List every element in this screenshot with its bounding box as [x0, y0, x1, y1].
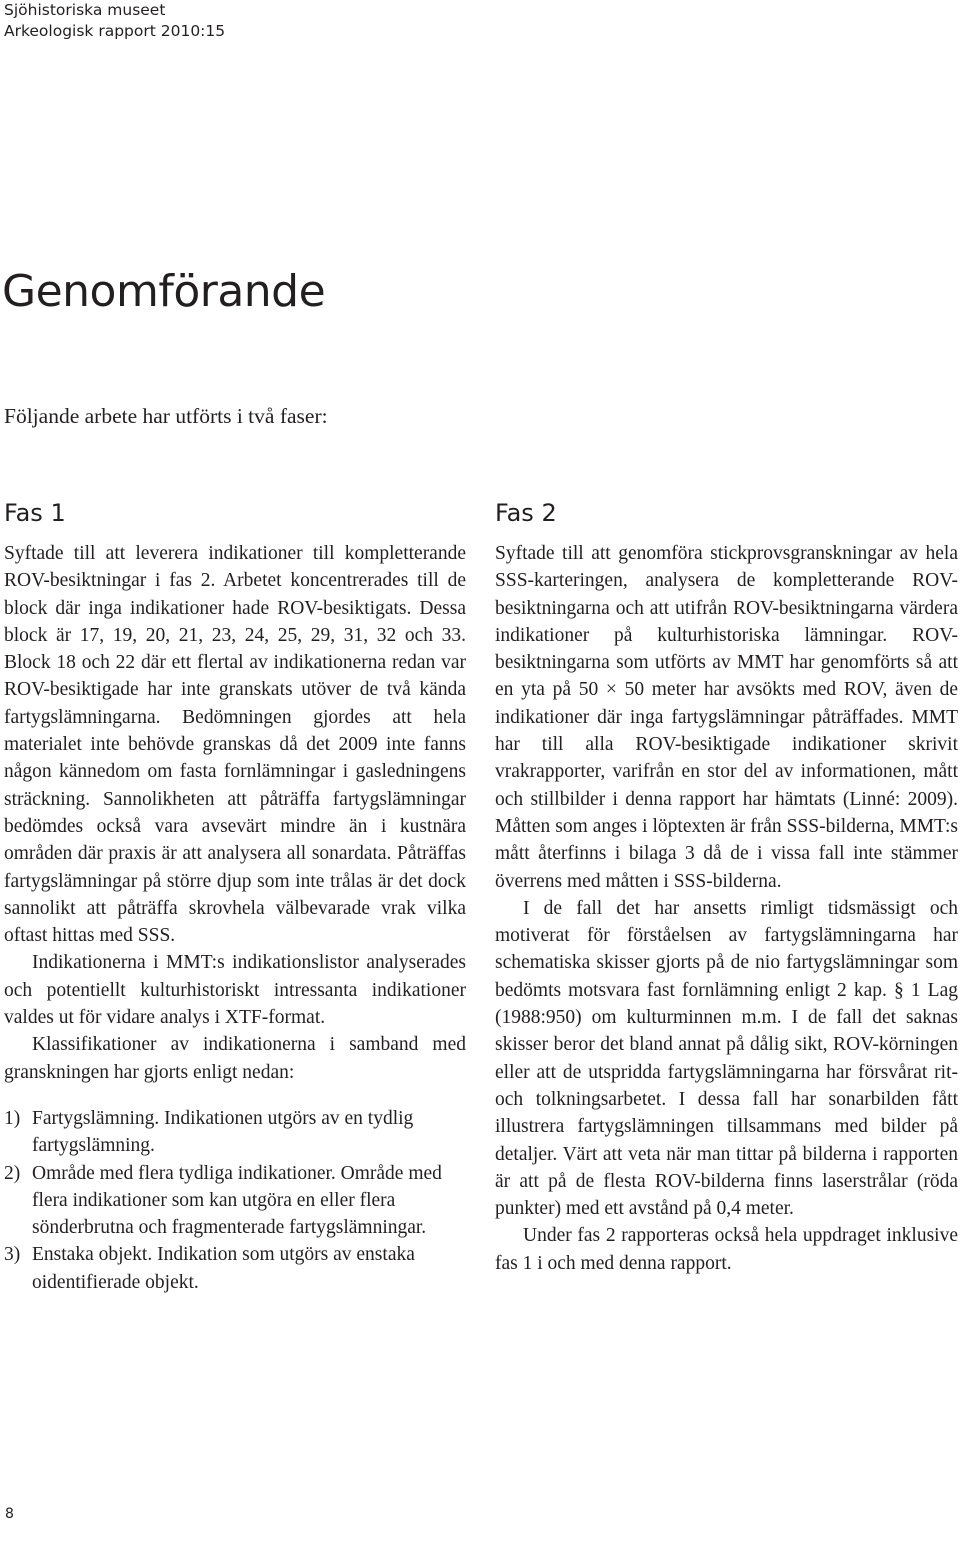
fas1-heading: Fas 1 [4, 499, 66, 527]
list-item-number: 1) [4, 1107, 21, 1129]
fas1-paragraph-1: Syftade till att leverera indikationer till kompletterande ROV-besiktningar i fas 2. Arbetet koncentrerades till de block där inga indikationer hade ROV-besiktigats. Dessa block är 17, 19, 20, 21, 23, 24, 25, 29, 31, 32 och 33. Block 18 och 22 där ett flertal av indikationerna redan var ROV-besiktigade har inte granskats utöver de två kända fartygslämningarna. Bedömningen gjordes att hela materialet inte behövde granskas då det 2009 inte fanns någon kännedom om fasta fornlämningar i gasledningens sträckning. Sannolikheten att påträffa fartygslämningar bedömdes också vara avsevärt mindre än i kustnära områden där praxis är att analysera all sonardata. Påträffas fartygslämningar på större djup som inte trålas är det dock sannolikt att påträffa skrovhela välbevarade vrak vilka oftast hittas med SSS. [4, 543, 466, 947]
page-title: Genomförande [2, 266, 326, 317]
fas2-column [495, 496, 958, 1277]
fas2-paragraph-3: Under fas 2 rapporteras också hela uppdraget inklusive fas 1 i och med denna rapport. [495, 1225, 958, 1274]
list-item-text: Enstaka objekt. Indikation som utgörs av enstaka oidentifierade objekt. [32, 1244, 415, 1293]
list-item-text: Område med flera tydliga indikationer. Område med flera indikationer som kan utgöra en eller flera sönderbrutna och fragmenterade fartygslämningar. [32, 1162, 442, 1239]
fas1-paragraph-3: Klassifikationer av indikationerna i samband med granskningen har gjorts enligt nedan: [4, 1034, 466, 1083]
page-number: 8 [5, 1506, 14, 1522]
fas1-column [4, 496, 466, 1296]
list-item [4, 1160, 452, 1242]
report-id: Arkeologisk rapport 2010:15 [4, 22, 226, 40]
list-item [4, 1105, 452, 1160]
fas2-paragraph-1: Syftade till att genomföra stickprovsgranskningar av hela SSS-karteringen, analysera de kompletterande ROV-besiktningarna och att utifrån ROV-besiktningarna värdera indikationer på kulturhistoriska lämningar. ROV-besiktningarna som utförts av MMT har genomförts så att en yta på 50 × 50 meter har avsökts med ROV, även de indikationer där inga fartygslämningar påträffades. MMT har till alla ROV-besiktigade indikationer skrivit vrakrapporter, varifrån en stor del av informationen, mått och stillbilder i denna rapport har hämtats (Linné: 2009). Måtten som anges i löptexten är från SSS-bilderna, MMT:s mått återfinns i bilaga 3 då de i vissa fall inte stämmer överrens med måtten i SSS-bilderna. [495, 543, 958, 892]
fas2-paragraph-2: I de fall det har ansetts rimligt tidsmässigt och motiverat för förståelsen av fartygslämningarna har schematiska skisser gjorts på de nio fartygslämningar som bedömts motsvara fast fornlämning enligt 2 kap. § 1 Lag (1988:950) om kulturminnen m.m. I de fall det saknas skisser beror det bland annat på dålig sikt, ROV-körningen eller att de utspridda fartygslämningarna har försvårat rit- och tolkningsarbetet. I dessa fall har sonarbilden fått illustrera fartygslämningen tillsammans med bilder på detaljer. Värt att veta när man tittar på bilderna i rapporten är att på de flesta ROV-bilderna finns laserstrålar (röda punkter) med ett avstånd på 0,4 meter. [495, 897, 958, 1220]
list-item-number: 3) [4, 1244, 21, 1266]
list-item-number: 2) [4, 1162, 21, 1184]
list-item-text: Fartygslämning. Indikationen utgörs av en tydlig fartygslämning. [32, 1107, 414, 1157]
intro-text: Följande arbete har utförts i två faser: [4, 404, 328, 428]
list-item [4, 1241, 452, 1296]
fas1-paragraph-2: Indikationerna i MMT:s indikationslistor analyserades och potentiellt kulturhistoriskt intressanta indikationer valdes ut för vidare analys i XTF-format. [4, 952, 466, 1029]
fas2-heading: Fas 2 [495, 499, 557, 527]
museum-name: Sjöhistoriska museet [4, 1, 166, 19]
running-head [4, 0, 225, 42]
classification-list [4, 1105, 466, 1296]
